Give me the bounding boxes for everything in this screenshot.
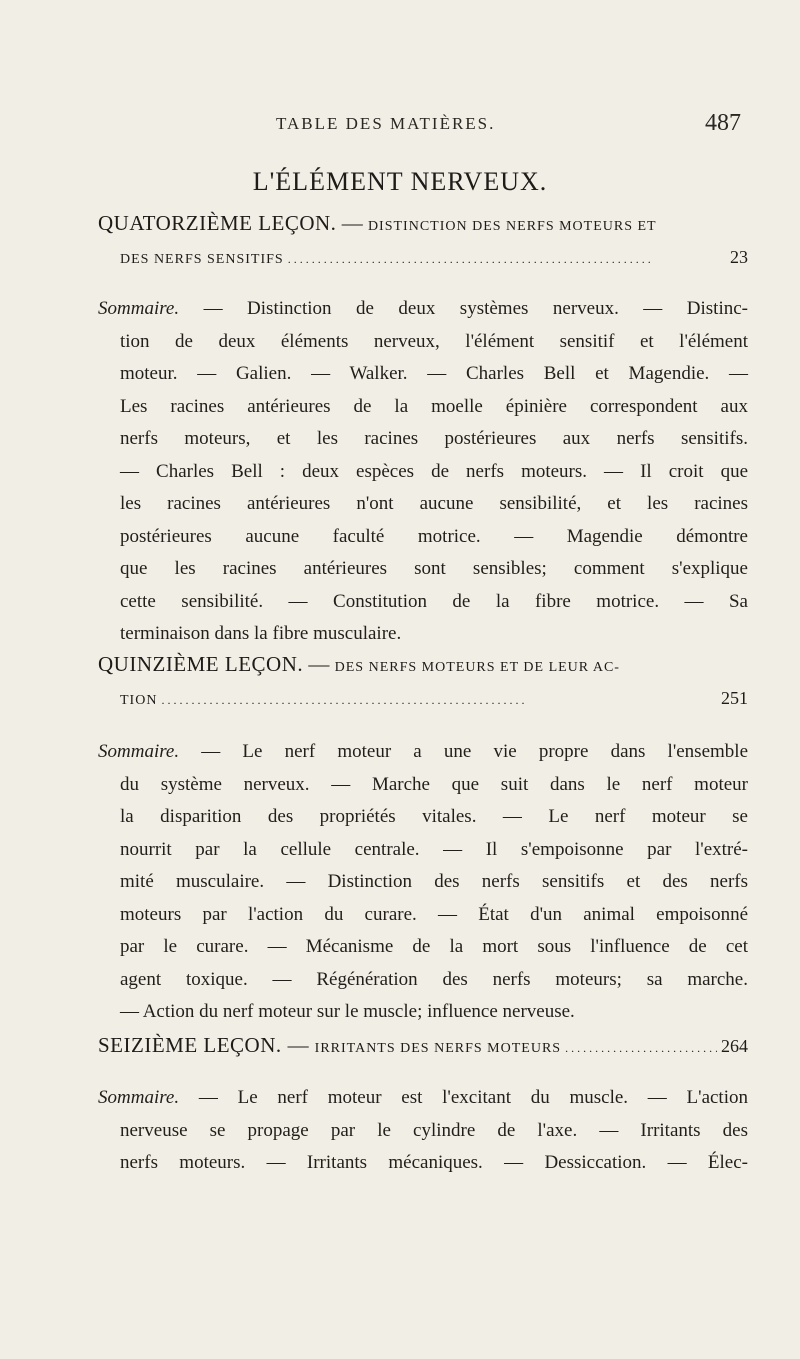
summary-label: Sommaire.: [98, 1087, 180, 1108]
running-title: TABLE DES MATIÈRES.: [276, 114, 496, 133]
lesson-subject-continuation: [98, 242, 748, 275]
lesson-page: 251: [721, 688, 748, 708]
summary-line: terminaison dans la fibre musculaire.: [120, 623, 402, 644]
lesson-heading: [98, 1030, 748, 1064]
lesson-subject: IRRITANTS DES NERFS MOTEURS: [314, 1041, 562, 1056]
summary-line: moteurs par l'action du curare. — État d'un animal empoisonné: [120, 903, 748, 925]
summary-line: agent toxique. — Régénération des nerfs moteurs; sa marche.: [120, 968, 748, 990]
summary-line: — Action du nerf moteur sur le muscle; influence nerveuse.: [120, 1001, 575, 1022]
lesson-subject: DISTINCTION DES NERFS MOTEURS ET: [367, 219, 657, 234]
summary-line: moteur. — Galien. — Walker. — Charles Bell et Magendie. —: [120, 363, 748, 384]
lesson-subject-continuation: [98, 683, 748, 716]
summary-line: nourrit par la cellule centrale. — Il s'empoisonne par l'extré-: [120, 838, 748, 860]
summary-line: la disparition des propriétés vitales. — Le nerf moteur se: [120, 806, 748, 827]
lesson-summary: [98, 736, 748, 1029]
summary-line: cette sensibilité. — Constitution de la fibre motrice. — Sa: [120, 590, 748, 612]
lesson-entry-15: [98, 649, 748, 1029]
lesson-number: QUINZIÈME LEÇON.: [98, 652, 304, 676]
lesson-page: 264: [721, 1036, 748, 1056]
summary-line: — Charles Bell : deux espèces de nerfs moteurs. — Il croit que: [120, 460, 748, 482]
summary-label: Sommaire.: [98, 741, 180, 762]
summary-line: Sommaire. — Le nerf moteur a une vie propre dans l'ensemble: [98, 741, 749, 762]
summary-line: les racines antérieures n'ont aucune sensibilité, et les racines: [120, 493, 748, 514]
lesson-page: 23: [730, 247, 748, 267]
lesson-summary: [98, 293, 748, 651]
lesson-number: SEIZIÈME LEÇON.: [98, 1033, 282, 1057]
dot-leader: [161, 685, 717, 716]
section-title: L'ÉLÉMENT NERVEUX.: [252, 167, 548, 196]
summary-line: du système nerveux. — Marche que suit dans le nerf moteur: [120, 773, 748, 795]
running-head: [0, 110, 800, 144]
summary-line: que les racines antérieures sont sensibles; comment s'explique: [120, 558, 748, 579]
lesson-subject: DES NERFS MOTEURS ET DE LEUR AC-: [334, 660, 620, 675]
summary-label: Sommaire.: [98, 298, 180, 319]
summary-line: mité musculaire. — Distinction des nerfs sensitifs et des nerfs: [120, 871, 748, 892]
summary-line: nerfs moteurs. — Irritants mécaniques. — Dessiccation. — Élec-: [120, 1152, 748, 1173]
summary-line: Sommaire. — Le nerf moteur est l'excitant du muscle. — L'action: [98, 1087, 748, 1108]
summary-line: postérieures aucune faculté motrice. — Magendie démontre: [120, 525, 748, 547]
summary-line: par le curare. — Mécanisme de la mort sous l'influence de cet: [120, 936, 748, 957]
dot-leader: [288, 244, 726, 275]
summary-line: nerfs moteurs, et les racines postérieures aux nerfs sensitifs.: [120, 428, 748, 449]
lesson-dash: —: [341, 211, 363, 235]
summary-line: nerveuse se propage par le cylindre de l'axe. — Irritants des: [120, 1119, 748, 1141]
summary-line: Sommaire. — Distinction de deux systèmes nerveux. — Distinc-: [98, 298, 748, 319]
lesson-number: QUATORZIÈME LEÇON.: [98, 211, 337, 235]
page-number: 487: [705, 110, 741, 136]
lesson-dash: —: [308, 652, 330, 676]
lesson-heading: [98, 208, 748, 275]
lesson-entry-16: [98, 1030, 748, 1180]
dot-leader: [565, 1030, 717, 1063]
lesson-summary: [98, 1082, 748, 1180]
lesson-subject-line2: DES NERFS SENSITIFS: [120, 252, 284, 267]
summary-line: tion de deux éléments nerveux, l'élément sensitif et l'élément: [120, 330, 748, 352]
summary-line: Les racines antérieures de la moelle épinière correspondent aux: [120, 395, 748, 417]
lesson-heading: [98, 649, 748, 716]
lesson-entry-14: [98, 208, 748, 651]
lesson-subject-line2: TION: [120, 693, 158, 708]
lesson-dash: —: [287, 1033, 309, 1057]
